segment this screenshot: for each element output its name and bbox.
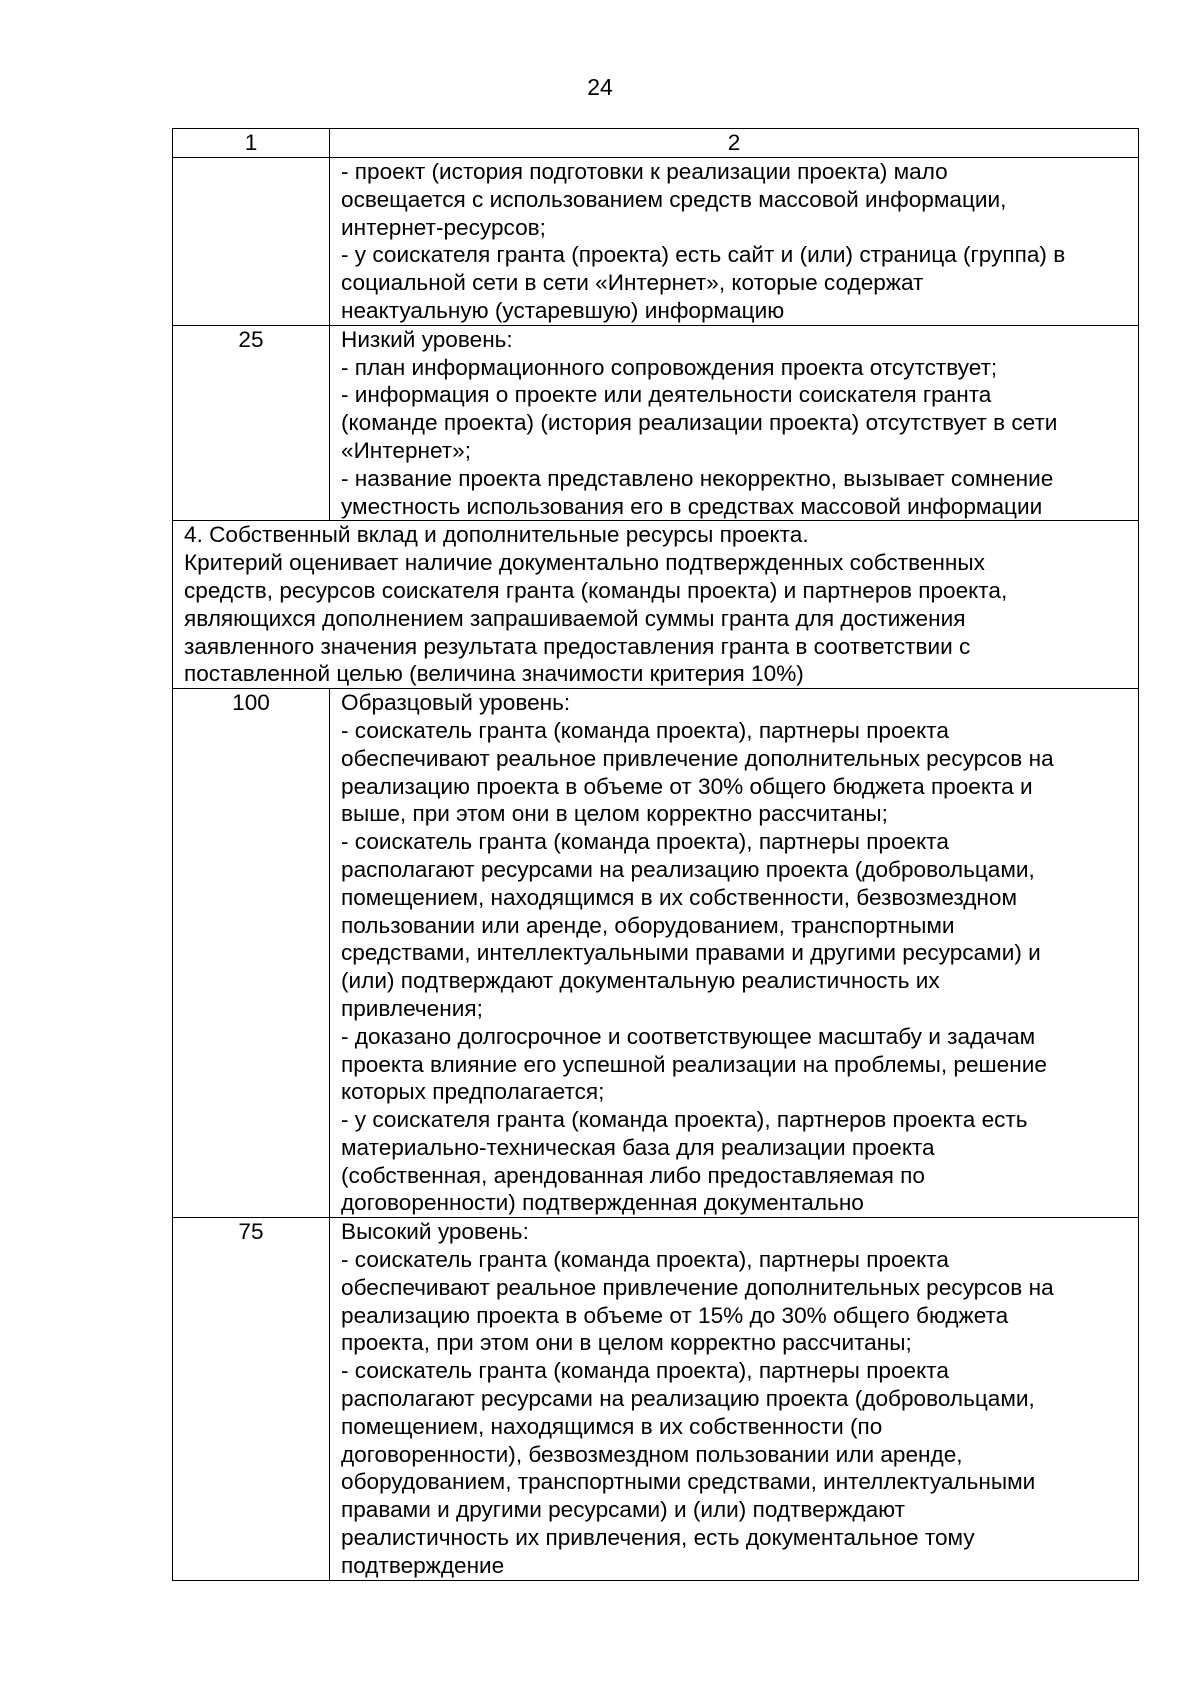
text-line: являющихся дополнением запрашиваемой суммы гранта для достижения bbox=[184, 605, 966, 631]
table-row bbox=[173, 1218, 1139, 1580]
text-line: пользовании или аренде, оборудованием, транспортными bbox=[341, 912, 955, 938]
text-line: уместность использования его в средствах массовой информации bbox=[341, 493, 1043, 519]
description-cell bbox=[330, 1218, 1139, 1580]
text-line: подтверждение bbox=[341, 1552, 505, 1578]
text-line: освещается с использованием средств массовой информации, bbox=[341, 186, 1007, 212]
text-line: - план информационного сопровождения проекта отсутствует; bbox=[341, 354, 998, 380]
text-line: (или) подтверждают документальную реалистичность их bbox=[341, 968, 940, 994]
text-line: социальной сети в сети «Интернет», которые содержат bbox=[341, 270, 924, 296]
text-line: - у соискателя гранта (команда проекта), партнеров проекта есть bbox=[341, 1107, 1028, 1133]
text-line: располагают ресурсами на реализацию проекта (добровольцами, bbox=[341, 1386, 1035, 1412]
text-line: Низкий уровень: bbox=[341, 326, 513, 352]
text-line: неактуальную (устаревшую) информацию bbox=[341, 297, 785, 323]
text-line: реализацию проекта в объеме от 15% до 30% общего бюджета bbox=[341, 1302, 1009, 1328]
text-line: обеспечивают реальное привлечение дополнительных ресурсов на bbox=[341, 1274, 1054, 1300]
table-header-row bbox=[173, 129, 1139, 158]
text-line: помещением, находящимся в их собственности (по bbox=[341, 1413, 883, 1439]
description-cell bbox=[330, 689, 1139, 1218]
text-line: реалистичность их привлечения, есть документальное тому bbox=[341, 1525, 975, 1551]
section-criterion-4 bbox=[173, 521, 1139, 689]
text-line: поставленной целью (величина значимости критерия 10%) bbox=[184, 661, 804, 687]
text-line: - название проекта представлено некорректно, вызывает сомнение bbox=[341, 465, 1054, 491]
text-line: - проект (история подготовки к реализации проекта) мало bbox=[341, 159, 948, 184]
text-line: 4. Собственный вклад и дополнительные ресурсы проекта. bbox=[184, 522, 809, 548]
text-line: заявленного значения результата предоставления гранта в соответствии с bbox=[184, 633, 971, 659]
description-cell bbox=[330, 325, 1139, 521]
text-line: - доказано долгосрочное и соответствующее масштабу и задачам bbox=[341, 1023, 1036, 1049]
text-line: (собственная, арендованная либо предоставляемая по bbox=[341, 1162, 925, 1188]
description-cell bbox=[330, 158, 1139, 326]
score-cell: 100 bbox=[173, 689, 330, 1218]
text-line: проекта, при этом они в целом корректно рассчитаны; bbox=[341, 1330, 912, 1356]
score-cell: 75 bbox=[173, 1218, 330, 1580]
score-cell bbox=[173, 158, 330, 326]
score-cell: 25 bbox=[173, 325, 330, 521]
text-line: - соискатель гранта (команда проекта), партнеры проекта bbox=[341, 717, 949, 743]
column-header-2: 2 bbox=[330, 129, 1139, 158]
text-line: - соискатель гранта (команда проекта), партнеры проекта bbox=[341, 1247, 949, 1273]
text-line: выше, при этом они в целом корректно рассчитаны; bbox=[341, 801, 888, 827]
text-line: договоренности) подтвержденная документально bbox=[341, 1190, 864, 1216]
text-line: Критерий оценивает наличие документально подтвержденных собственных bbox=[184, 550, 985, 576]
text-line: которых предполагается; bbox=[341, 1079, 605, 1105]
criteria-table bbox=[172, 128, 1139, 1581]
text-line: Высокий уровень: bbox=[341, 1219, 529, 1245]
text-line: (команде проекта) (история реализации проекта) отсутствует в сети bbox=[341, 410, 1058, 436]
page-number: 24 bbox=[587, 74, 613, 100]
text-line: «Интернет»; bbox=[341, 437, 471, 463]
text-line: проекта влияние его успешной реализации на проблемы, решение bbox=[341, 1051, 1047, 1077]
text-line: - информация о проекте или деятельности соискателя гранта bbox=[341, 382, 992, 408]
text-line: договоренности), безвозмездном пользовании или аренде, bbox=[341, 1441, 963, 1467]
text-line: правами и другими ресурсами) и (или) подтверждают bbox=[341, 1497, 905, 1523]
text-line: оборудованием, транспортными средствами, интеллектуальными bbox=[341, 1469, 1036, 1495]
text-line: средств, ресурсов соискателя гранта (команды проекта) и партнеров проекта, bbox=[184, 577, 1008, 603]
text-line: средствами, интеллектуальными правами и другими ресурсами) и bbox=[341, 940, 1041, 966]
section-row bbox=[173, 521, 1139, 689]
text-line: интернет-ресурсов; bbox=[341, 214, 546, 240]
text-line: привлечения; bbox=[341, 995, 483, 1021]
column-header-1: 1 bbox=[173, 129, 330, 158]
text-line: - соискатель гранта (команда проекта), партнеры проекта bbox=[341, 1358, 949, 1384]
text-line: материально-техническая база для реализации проекта bbox=[341, 1134, 935, 1160]
table-row bbox=[173, 158, 1139, 326]
text-line: - у соискателя гранта (проекта) есть сайт и (или) страница (группа) в bbox=[341, 242, 1066, 268]
text-line: Образцовый уровень: bbox=[341, 690, 571, 716]
text-line: обеспечивают реальное привлечение дополнительных ресурсов на bbox=[341, 745, 1054, 771]
table-row bbox=[173, 325, 1139, 521]
table-row bbox=[173, 689, 1139, 1218]
text-line: располагают ресурсами на реализацию проекта (добровольцами, bbox=[341, 856, 1035, 882]
text-line: реализацию проекта в объеме от 30% общего бюджета проекта и bbox=[341, 773, 1033, 799]
text-line: - соискатель гранта (команда проекта), партнеры проекта bbox=[341, 829, 949, 855]
text-line: помещением, находящимся в их собственности, безвозмездном bbox=[341, 884, 1018, 910]
